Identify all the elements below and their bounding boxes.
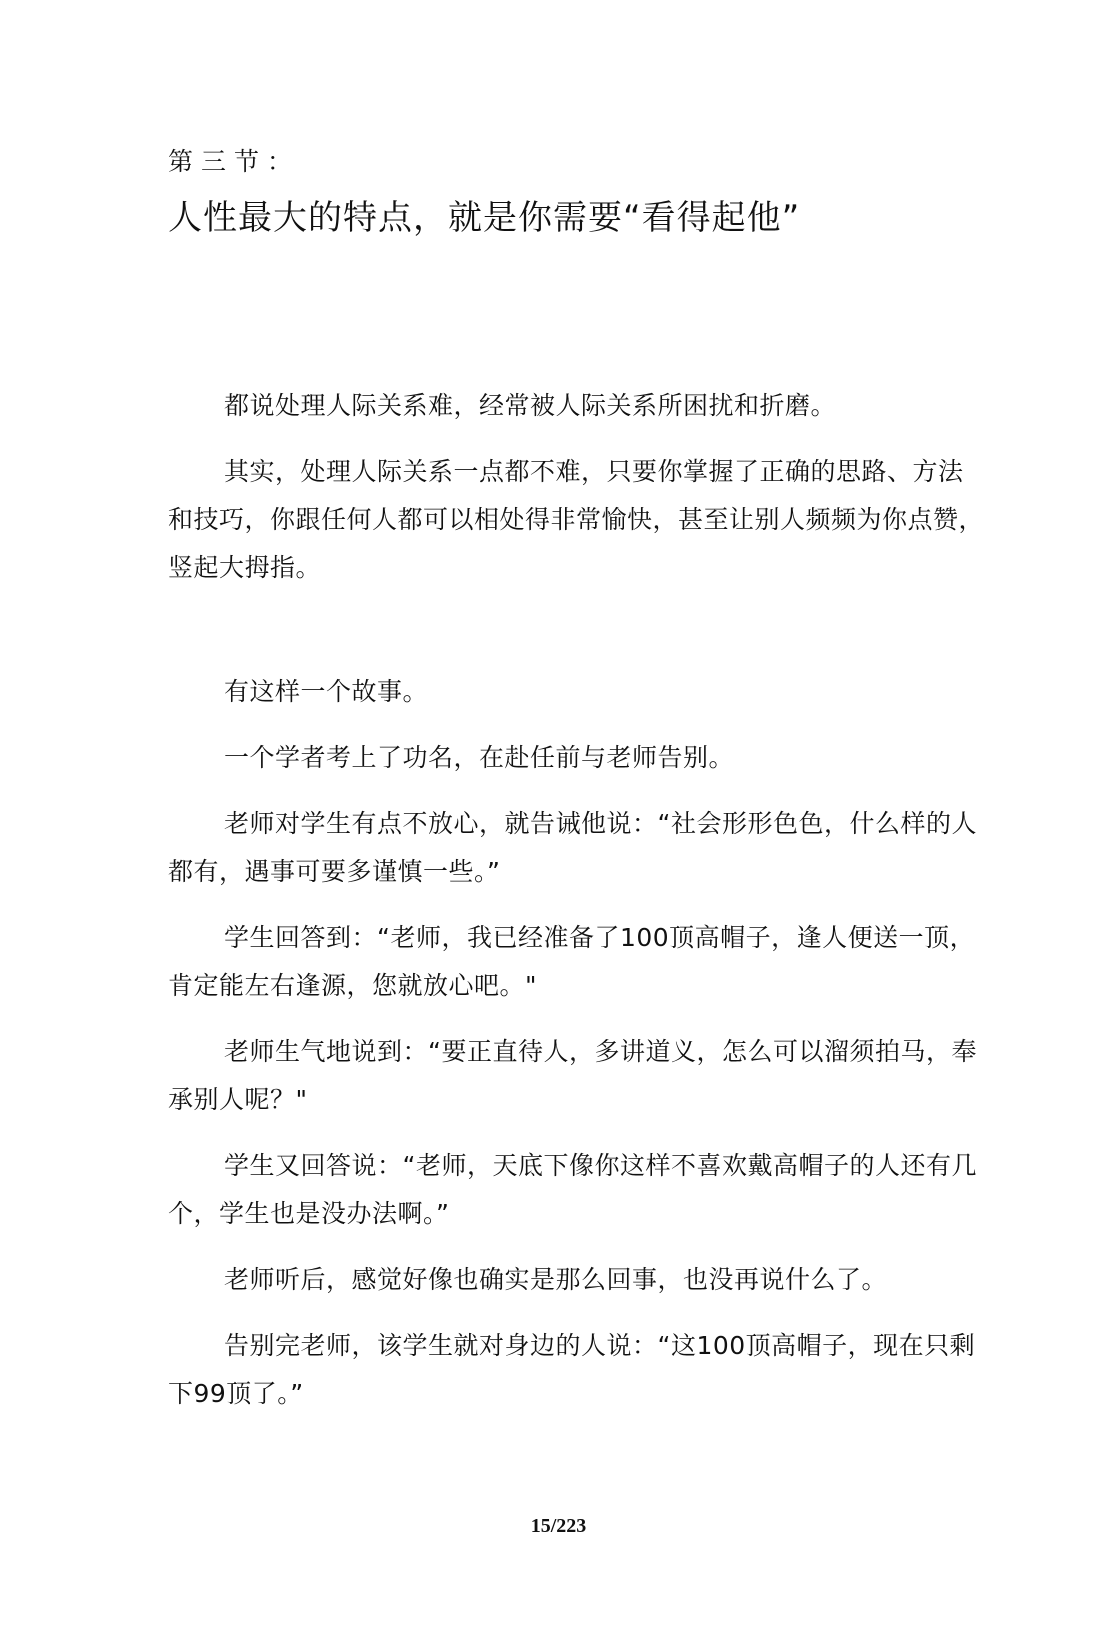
body-block-story — [168, 668, 986, 1436]
page-number: 15/223 — [530, 1515, 587, 1537]
paragraph: 老师生气地说到：“要正直待人，多讲道义，怎么可以溜须拍马，奉承别人呢？" — [168, 1037, 977, 1114]
section-label: 第三节： — [168, 147, 301, 176]
paragraph: 学生又回答说：“老师，天底下像你这样不喜欢戴高帽子的人还有几个，学生也是没办法啊。” — [168, 1151, 977, 1228]
paragraph: 老师对学生有点不放心，就告诫他说：“社会形形色色，什么样的人都有，遇事可要多谨慎一些。” — [168, 809, 977, 886]
paragraph: 都说处理人际关系难，经常被人际关系所困扰和折磨。 — [224, 391, 837, 420]
paragraph: 学生回答到：“老师，我已经准备了100顶高帽子，逢人便送一顶，肯定能左右逢源，您就放心吧。" — [168, 923, 976, 1000]
paragraph: 其实，处理人际关系一点都不难，只要你掌握了正确的思路、方法和技巧，你跟任何人都可以相处得非常愉快，甚至让别人频频为你点赞，竖起大拇指。 — [168, 457, 985, 582]
body-block-intro — [168, 382, 986, 610]
paragraph: 老师听后，感觉好像也确实是那么回事，也没再说什么了。 — [224, 1265, 888, 1294]
chapter-title: 人性最大的特点，就是你需要“看得起他” — [168, 198, 801, 238]
paragraph: 告别完老师，该学生就对身边的人说：“这100顶高帽子，现在只剩下99顶了。” — [168, 1331, 976, 1408]
paragraph: 有这样一个故事。 — [224, 677, 429, 706]
paragraph: 一个学者考上了功名，在赴任前与老师告别。 — [224, 743, 735, 772]
